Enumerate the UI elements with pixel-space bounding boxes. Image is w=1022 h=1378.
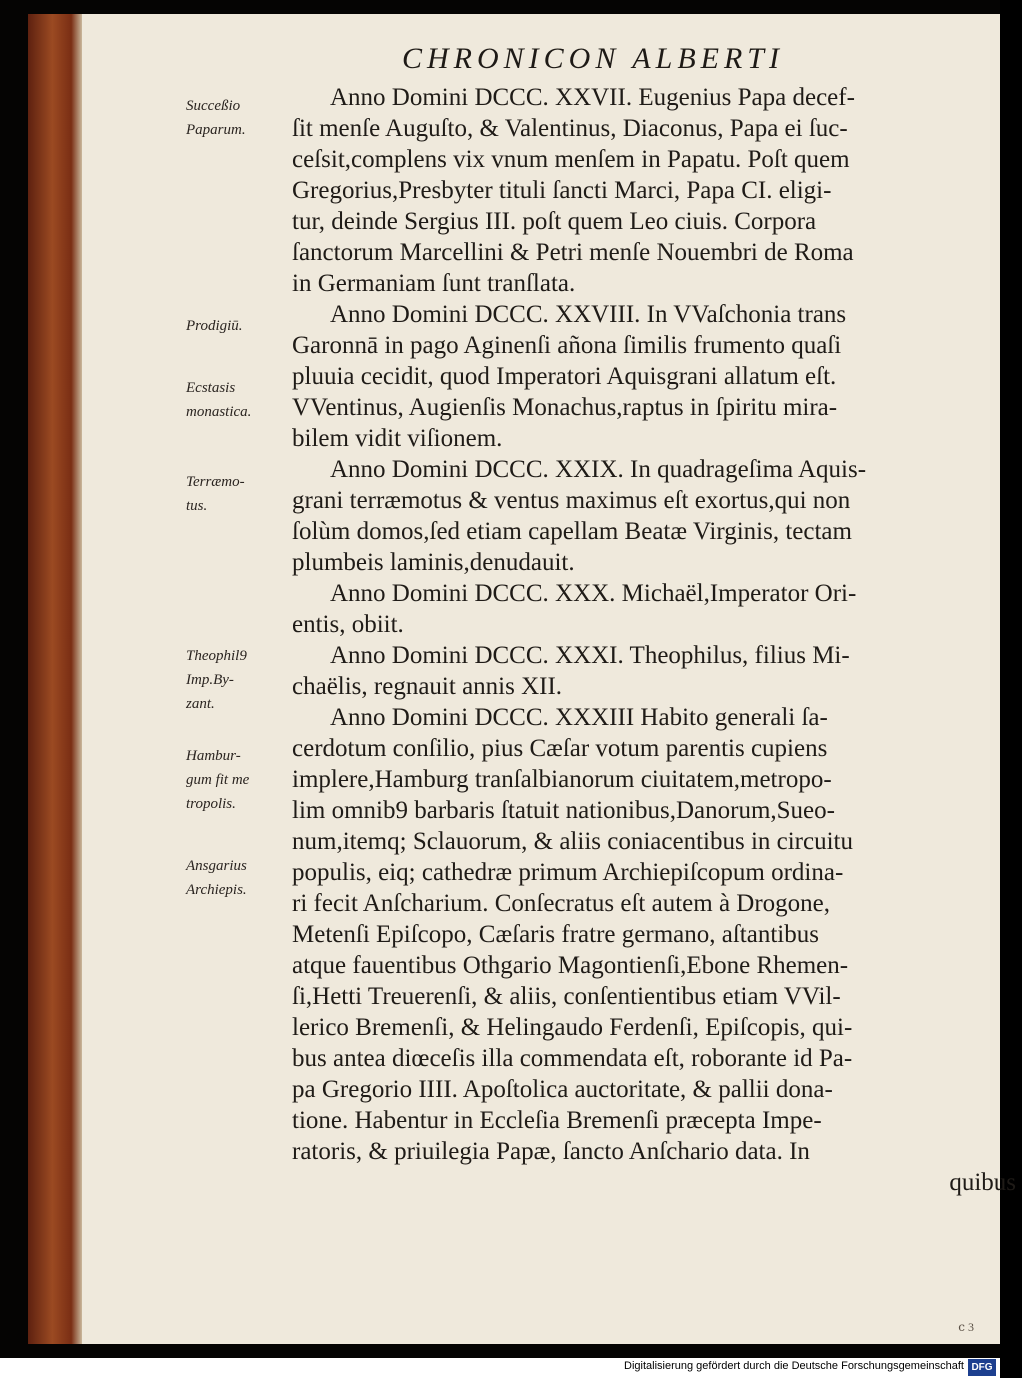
margin-note-line: Paparum.: [186, 122, 246, 138]
text-line: Gregorius,Presbyter tituli ſancti Marci, Papa CI. eligi-: [292, 177, 832, 204]
text-line: plumbeis laminis,denudauit.: [292, 549, 575, 576]
text-line: Anno Domini DCCC. XXVIII. In VVaſchonia trans: [330, 301, 847, 328]
text-line: ſit menſe Auguſto, & Valentinus, Diaconus, Papa ei ſuc-: [292, 115, 848, 142]
text-line: bilem vidit viſionem.: [292, 425, 503, 452]
margin-note-line: gum fit me: [186, 772, 250, 788]
text-line: implere,Hamburg tranſalbianorum ciuitatem,metropo-: [292, 766, 832, 793]
chronicle-text: [292, 82, 1022, 1198]
text-line: lim omnib9 barbaris ſtatuit nationibus,Danorum,Sueo-: [292, 797, 835, 824]
text-line: chaëlis, regnauit annis XII.: [292, 673, 563, 700]
margin-note-line: Succeßio: [186, 98, 241, 114]
margin-note-line: Archiepis.: [186, 882, 247, 898]
text-line: in Germaniam ſunt tranſlata.: [292, 270, 576, 297]
text-line: ſanctorum Marcellini & Petri menſe Nouembri de Roma: [292, 239, 854, 266]
text-line: bus antea diœceſis illa commendata eſt, roborante id Pa-: [292, 1045, 853, 1072]
margin-note-line: monastica.: [186, 404, 252, 420]
margin-note-successio: [186, 94, 296, 142]
footer-credit: Digitalisierung gefördert durch die Deutsche Forschungsgemeinschaft: [624, 1360, 964, 1372]
margin-note-terraemotus: [186, 470, 296, 518]
text-line: pluuia cecidit, quod Imperatori Aquisgrani allatum eſt.: [292, 363, 837, 390]
margin-note-theophilus: [186, 644, 296, 716]
margin-note-line: Hambur-: [186, 748, 241, 764]
text-line: VVentinus, Augienſis Monachus,raptus in ſpiritu mira-: [292, 394, 838, 421]
digitization-footer: [0, 1358, 1000, 1378]
margin-note-line: Terræmo-: [186, 474, 245, 490]
margin-note-line: Ecstasis: [186, 380, 236, 396]
text-line: Metenſi Epiſcopo, Cæſaris fratre germano, aſtantibus: [292, 921, 819, 948]
text-line: ceſsit,complens vix vnum menſem in Papatu. Poſt quem: [292, 146, 850, 173]
text-line: Anno Domini DCCC. XXX. Michaël,Imperator Ori-: [330, 580, 857, 607]
text-line: cerdotum conſilio, pius Cæſar votum parentis cupiens: [292, 735, 828, 762]
margin-note-line: Theophil9: [186, 648, 247, 664]
text-line: grani terræmotus & ventus maximus eſt exortus,qui non: [292, 487, 851, 514]
text-line: Anno Domini DCCC. XXXIII Habito generali ſa-: [330, 704, 828, 731]
catchword: quibus: [949, 1169, 1016, 1196]
page-signature: ⅽ 3: [958, 1320, 974, 1334]
text-line: ri fecit Anſcharium. Conſecratus eſt autem à Drogone,: [292, 890, 831, 917]
text-line: lerico Bremenſi, & Helingaudo Ferdenſi, Epiſcopis, qui-: [292, 1014, 853, 1041]
text-line: Anno Domini DCCC. XXVII. Eugenius Papa decef-: [330, 84, 855, 111]
margin-note-ecstasis: [186, 376, 296, 424]
text-line: atque fauentibus Othgario Magontienſi,Ebone Rhemen-: [292, 952, 849, 979]
book-page: [28, 14, 1016, 1344]
text-line: ratoris, & priuilegia Papæ, ſancto Anſchario data. In: [292, 1138, 810, 1165]
text-line: Anno Domini DCCC. XXIX. In quadrageſima Aquis-: [330, 456, 867, 483]
margin-note-line: Ansgarius: [186, 858, 247, 874]
text-line: ſi,Hetti Treuerenſi, & aliis, conſentientibus etiam VVil-: [292, 983, 841, 1010]
margin-note-line: tus.: [186, 498, 208, 514]
text-line: tur, deinde Sergius III. poſt quem Leo ciuis. Corpora: [292, 208, 817, 235]
margin-note-line: Imp.By-: [186, 672, 234, 688]
text-line: ſolùm domos,ſed etiam capellam Beatæ Virginis, tectam: [292, 518, 852, 545]
text-line: pa Gregorio IIII. Apoſtolica auctoritate, & pallii dona-: [292, 1076, 833, 1103]
margin-note-line: Prodigiū.: [186, 318, 243, 334]
text-line: populis, eiq; cathedræ primum Archiepiſcopum ordina-: [292, 859, 844, 886]
text-line: Anno Domini DCCC. XXXI. Theophilus, filius Mi-: [330, 642, 850, 669]
text-line: tione. Habentur in Eccleſia Bremenſi præcepta Impe-: [292, 1107, 822, 1134]
dfg-logo-icon: DFG: [968, 1359, 996, 1376]
margin-note-line: zant.: [186, 696, 215, 712]
running-head: CHRONICON ALBERTI: [402, 42, 784, 75]
margin-note-ansgarius: [186, 854, 296, 902]
text-line: entis, obiit.: [292, 611, 404, 638]
margin-note-hamburgum: [186, 744, 296, 816]
text-line: Garonnā in pago Aginenſi añona ſimilis frumento quaſi: [292, 332, 842, 359]
text-line: num,itemq; Sclauorum, & aliis coniacentibus in circuitu: [292, 828, 853, 855]
margin-note-prodigium: [186, 314, 296, 338]
margin-note-line: tropolis.: [186, 796, 236, 812]
